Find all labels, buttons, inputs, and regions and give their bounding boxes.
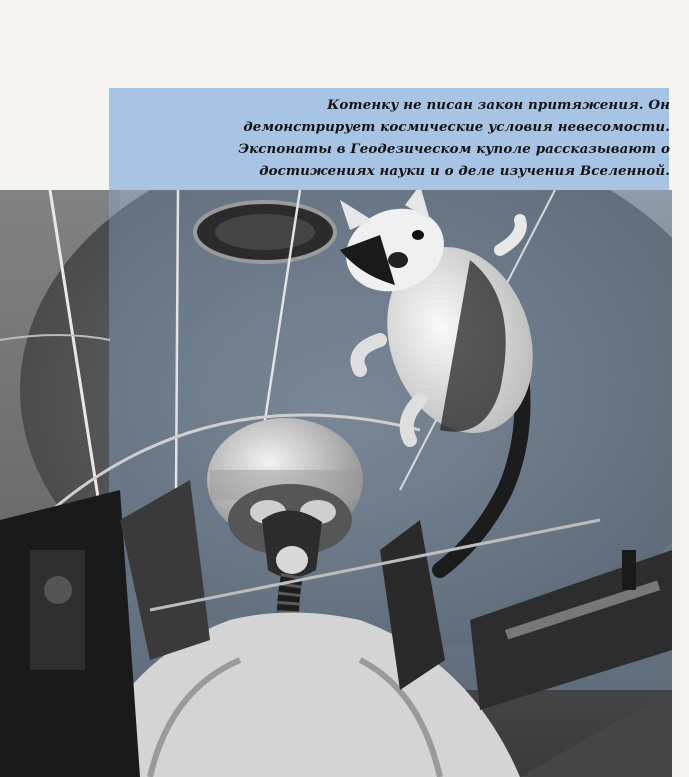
caption-line-2: демонстрирует космические условия невесомости. xyxy=(243,119,670,135)
photo-pilot-and-kitten xyxy=(0,190,672,777)
photo-caption xyxy=(118,94,670,182)
caption-line-3: Экспонаты в Геодезическом куполе рассказывают о xyxy=(238,141,670,157)
caption-line-4: достижениях науки и о деле изучения Вселенной. xyxy=(259,163,670,179)
caption-line-1: Котенку не писан закон притяжения. Он xyxy=(327,97,670,113)
photo-illustration xyxy=(0,190,672,777)
